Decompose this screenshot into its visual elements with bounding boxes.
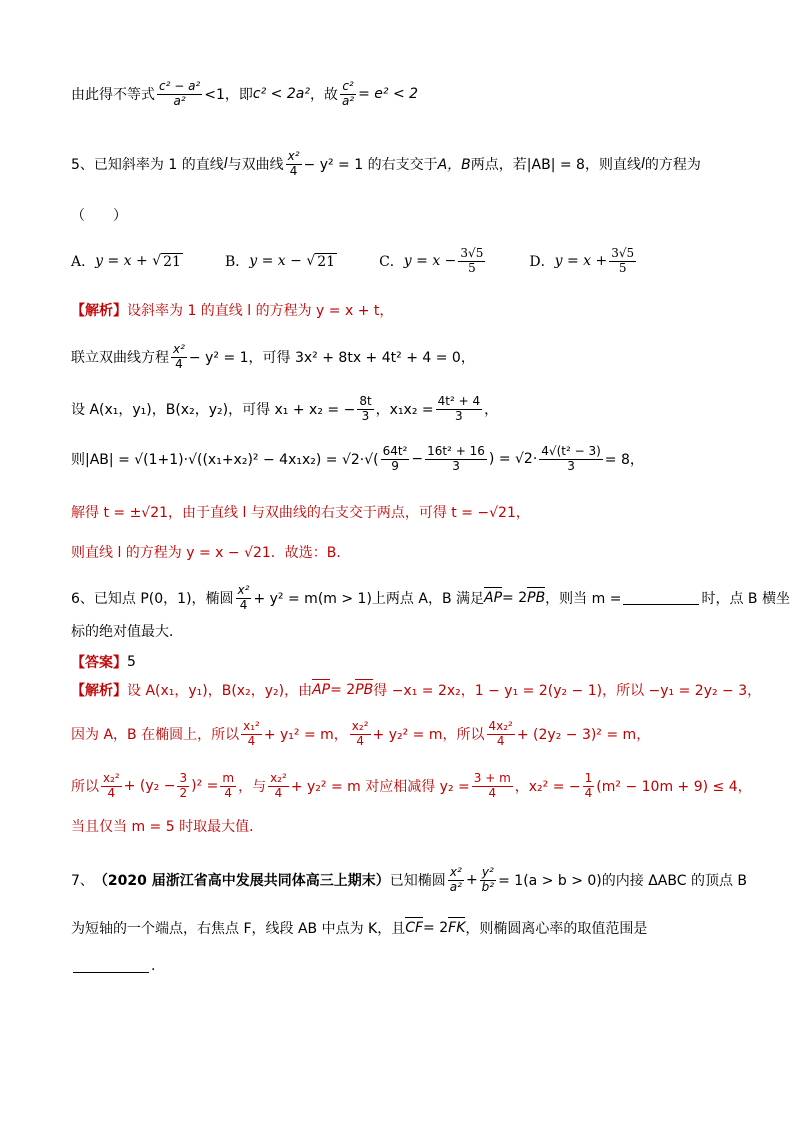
fraction: $\frac{\text{c²}}{\text{a²}}$ bbox=[341, 79, 355, 108]
answer-blank[interactable] bbox=[73, 960, 149, 973]
solution-5-line-4: 则|AB| = √(1+1)·√((x₁+x₂)² − 4x₁x₂) = √2·√( $\frac{\text{64t²}}{9}$ − $\frac{\text{16t² + 16}}{3}$ ) = √2· $\frac{\text{4√(t² − 3)}}{3}$ = 8， bbox=[71, 444, 644, 473]
question-5-stem: 5、已知斜率为 1 的直线 l 与双曲线 $\frac{\text{x²}}{4}$ − y² = 1 的右支交于 A，B 两点，若|AB| = 8，则直线 l 的方程为 bbox=[71, 149, 701, 178]
solution-5-line-5: 解得 t = ±√21，由于直线 l 与双曲线的右支交于两点，可得 t = −√21， bbox=[71, 505, 530, 521]
question-6-line-2: 标的绝对值最大． bbox=[71, 624, 183, 640]
solution-5-line-1: 【解析】 设斜率为 1 的直线 l 的方程为 y = x + t， bbox=[71, 303, 394, 319]
fraction: $\frac{\text{c² − a²}}{\text{a²}}$ bbox=[159, 79, 201, 108]
question-7-answer-line: . bbox=[71, 958, 155, 974]
question-6-stem: 6、已知点 P(0，1)，椭圆 $\frac{\text{x²}}{4}$ + y² = m(m > 1)上两点 A，B 满足 AP = 2 PB ，则当 m = 时，点 B 横坐 bbox=[71, 583, 790, 612]
solution-5-line-2: 联立双曲线方程 $\frac{\text{x²}}{4}$ − y² = 1，可得 3x² + 8tx + 4t² + 4 = 0， bbox=[71, 342, 475, 371]
solution-5-line-3: 设 A(x₁，y₁)，B(x₂，y₂)，可得 x₁ + x₂ = − $\frac{8t}{3}$ ，x₁x₂ = $\frac{\text{4t² + 4}}{3}$ ， bbox=[71, 394, 499, 423]
option-d[interactable]: D． y = x + $\frac{3√5}{5}$ bbox=[529, 246, 635, 275]
answer-blank[interactable] bbox=[623, 592, 699, 605]
solution-6-line-3: 所以 $\frac{\text{x₂²}}{4}$ + (y₂ − $\frac{3}{2}$ )² = $\frac{m}{4}$ ，与 $\frac{\text{x₂²}}{4}$ + y₂² = m 对应相减得 y₂ = $\frac{3 + m}{4}$ ，x₂² = − $\frac{1}{4}$ (m² − 10m + 9) ≤ 4， bbox=[71, 771, 752, 800]
option-a[interactable]: A． y = x + √ 21 bbox=[71, 253, 181, 271]
question-7-stem: 7、 （2020 届浙江省高中发展共同体高三上期末） 已知椭圆 $\frac{\text{x²}}{\text{a²}}$ + $\frac{\text{y²}}{\text{b²}}$ = 1(a > b > 0)的内接 ΔABC 的顶点 B bbox=[71, 865, 747, 894]
solution-6-line-4: 当且仅当 m = 5 时取最大值． bbox=[71, 819, 264, 835]
solution-6-line-2: 因为 A，B 在椭圆上，所以 $\frac{\text{x₁²}}{4}$ + y₁² = m， $\frac{\text{x₂²}}{4}$ + y₂² = m，所以 $\frac{\text{4x₂²}}{4}$ + (2y₂ − 3)² = m， bbox=[71, 719, 651, 748]
solution-5-line-6: 则直线 l 的方程为 y = x − √21．故选：B． bbox=[71, 545, 351, 561]
option-c[interactable]: C． y = x − $\frac{3√5}{5}$ bbox=[379, 246, 484, 275]
option-b[interactable]: B． y = x − √ 21 bbox=[224, 253, 336, 271]
question-5-options bbox=[71, 247, 680, 276]
question-7-line-2: 为短轴的一个端点，右焦点 F，线段 AB 中点为 K，且 CF = 2 FK ，则椭圆离心率的取值范围是 bbox=[71, 920, 648, 937]
intro-inequality-line: 由此得不等式 $\frac{\text{c² − a²}}{\text{a²}}$ <1，即 c² < 2a² ，故 $\frac{\text{c²}}{\text{a²}}$ = e² < 2 bbox=[71, 79, 419, 108]
answer-6: 【答案】 5 bbox=[71, 654, 136, 671]
question-5-paren: （ ） bbox=[71, 208, 127, 224]
solution-6-line-1: 【解析】 设 A(x₁，y₁)，B(x₂，y₂)，由 AP = 2 PB 得 −x₁ = 2x₂，1 − y₁ = 2(y₂ − 1)，所以 −y₁ = 2y₂ − 3， bbox=[71, 682, 762, 699]
